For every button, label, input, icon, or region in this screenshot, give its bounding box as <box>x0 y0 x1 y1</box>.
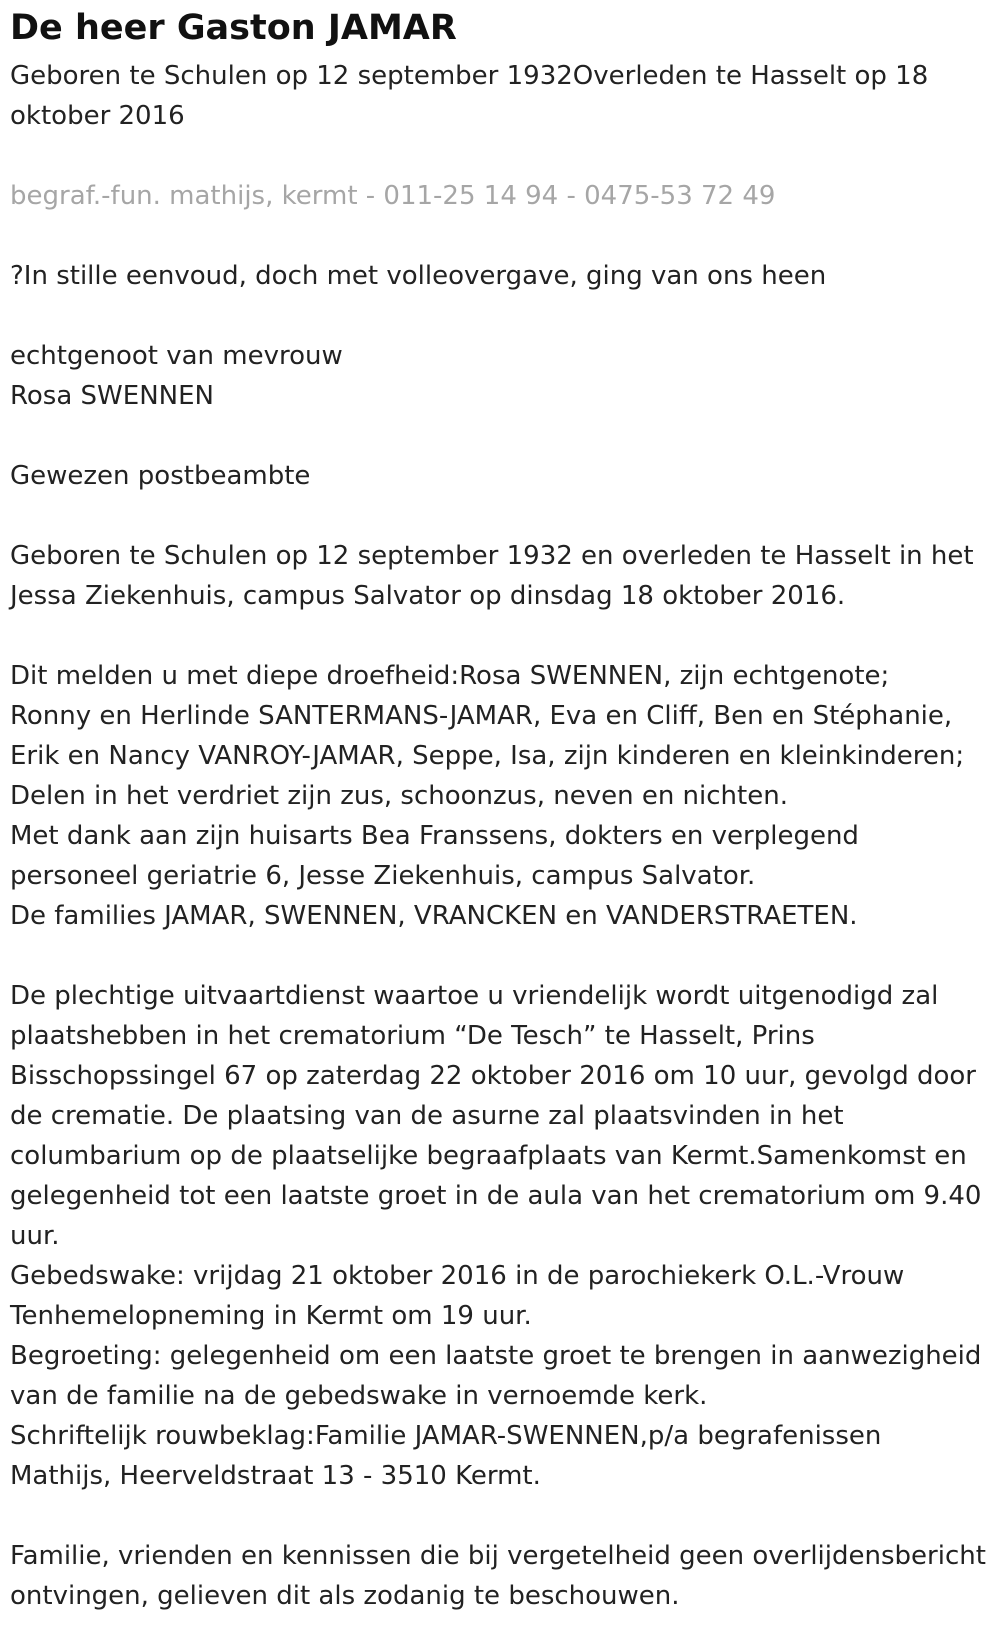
announcement-line: De families JAMAR, SWENNEN, VRANCKEN en VANDERSTRAETEN. <box>10 901 858 931</box>
spacer <box>10 616 990 656</box>
announcement-line: Met dank aan zijn huisarts Bea Franssens, dokters en verplegend personeel geriatrie 6, Jesse Ziekenhuis, campus Salvator. <box>10 821 859 891</box>
undertaker-contact: begraf.-fun. mathijs, kermt - 011-25 14 94 - 0475-53 72 49 <box>10 181 776 211</box>
spacer <box>10 496 990 536</box>
ceremony-block <box>10 976 990 1496</box>
greeting-info: Begroeting: gelegenheid om een laatste groet te brengen in aanwezigheid van de familie na de gebedswake in vernoemde kerk. <box>10 1341 982 1411</box>
spacer <box>10 416 990 456</box>
spouse-block <box>10 336 990 416</box>
spacer <box>10 936 990 976</box>
prayer-vigil: Gebedswake: vrijdag 21 oktober 2016 in de parochiekerk O.L.-Vrouw Tenhemelopneming in Kermt om 19 uur. <box>10 1261 905 1331</box>
birth-death-text: Geboren te Schulen op 12 september 1932 en overleden te Hasselt in het Jessa Ziekenhuis, campus Salvator op dinsdag 18 oktober 2016. <box>10 541 974 611</box>
announcement-line: Erik en Nancy VANROY-JAMAR, Seppe, Isa, zijn kinderen en kleinkinderen; <box>10 741 965 771</box>
ceremony-details: De plechtige uitvaartdienst waartoe u vriendelijk wordt uitgenodigd zal plaatshebben in het crematorium “De Tesch” te Hasselt, Prins Bisschopssingel 67 op zaterdag 22 oktober 2016 om 10 uur, gevolgd door de crematie. De plaatsing van de asurne zal plaatsvinden in het columbarium op de plaatselijke begraafplaats van Kermt.Samenkomst en gelegenheid tot een laatste groet in de aula van het crematorium om 9.40 uur. <box>10 981 982 1251</box>
announcement-line: Ronny en Herlinde SANTERMANS-JAMAR, Eva en Cliff, Ben en Stéphanie, <box>10 701 953 731</box>
spouse-name: Rosa SWENNEN <box>10 381 214 411</box>
spouse-line-1: echtgenoot van mevrouw <box>10 341 343 371</box>
spacer <box>10 1496 990 1536</box>
announcement-line: Dit melden u met diepe droefheid:Rosa SWENNEN, zijn echtgenote; <box>10 661 890 691</box>
closing-text: Familie, vrienden en kennissen die bij vergetelheid geen overlijdensbericht ontvingen, gelieven dit als zodanig te beschouwen. <box>10 1541 986 1611</box>
announcement-block <box>10 656 990 936</box>
intro-text: ?In stille eenvoud, doch met volleovergave, ging van ons heen <box>10 261 827 291</box>
spacer <box>10 296 990 336</box>
occupation-text: Gewezen postbeambte <box>10 461 311 491</box>
subtitle-dates: Geboren te Schulen op 12 september 1932Overleden te Hasselt op 18 oktober 2016 <box>10 61 929 131</box>
announcement-line: Delen in het verdriet zijn zus, schoonzus, neven en nichten. <box>10 781 788 811</box>
spacer <box>10 216 990 256</box>
condolence-address: Schriftelijk rouwbeklag:Familie JAMAR-SWENNEN,p/a begrafenissen Mathijs, Heerveldstraat 13 - 3510 Kermt. <box>10 1421 882 1491</box>
page-title: De heer Gaston JAMAR <box>10 8 457 48</box>
